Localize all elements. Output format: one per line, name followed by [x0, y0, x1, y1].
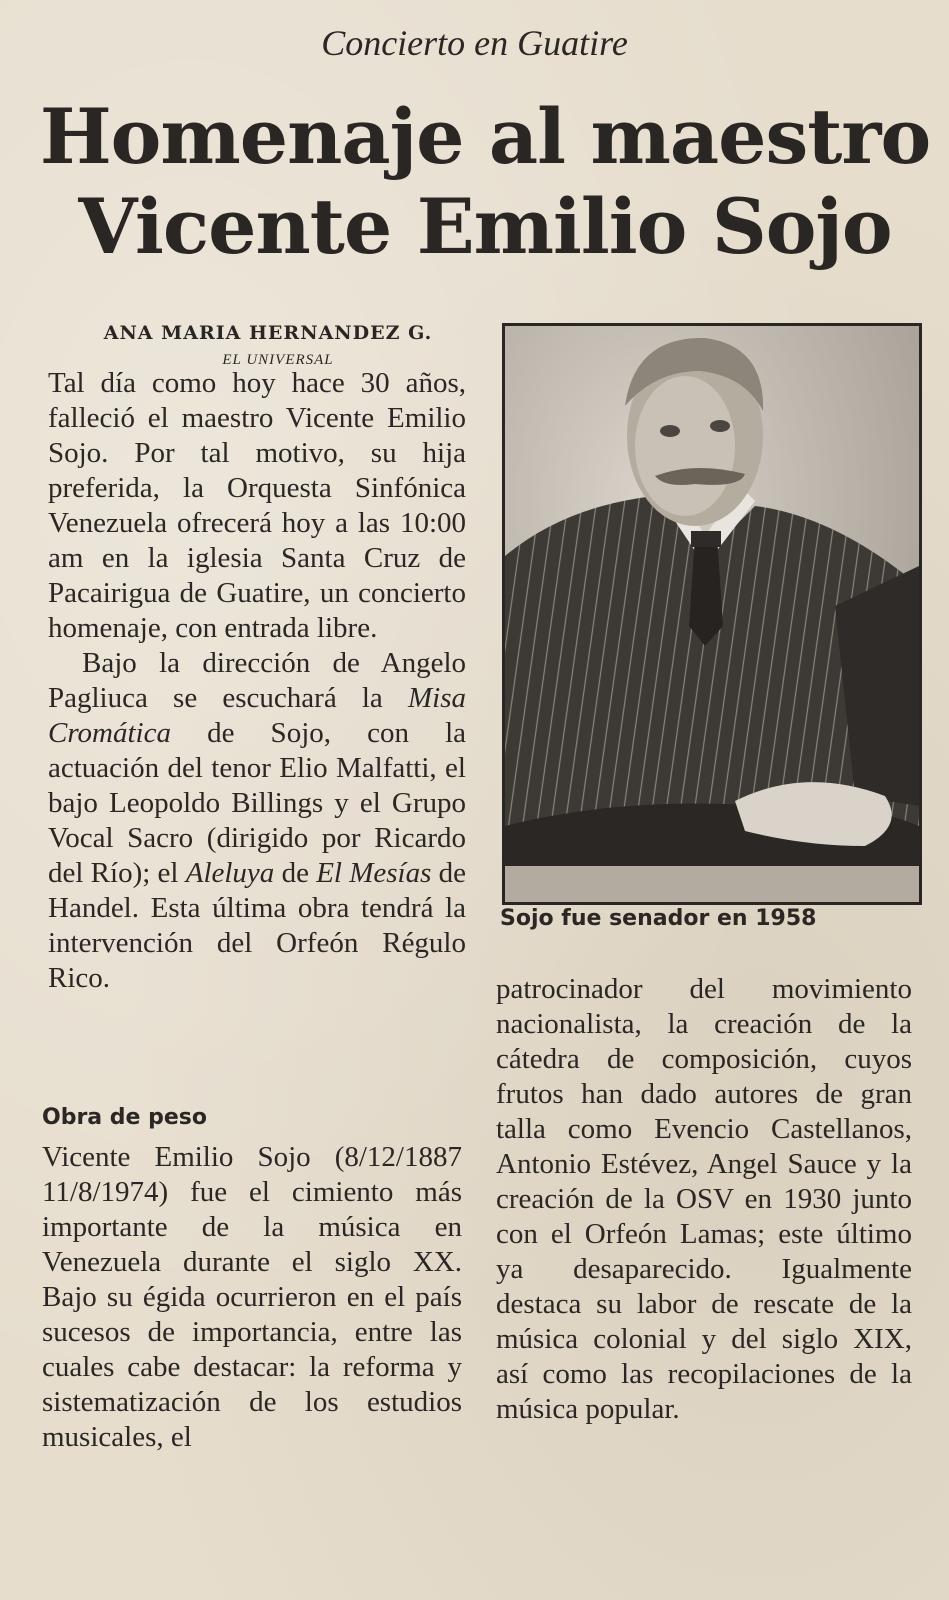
paragraph-intro: Tal día como hoy hace 30 años, falleció el maestro Vicente Emilio Sojo. Por tal motivo, su hija preferida, la Orquesta Sinfónica Venezuela ofrecerá hoy a las 10:00 am en la iglesia Santa Cruz de Pacairigua de Guatire, un concierto homenaje, con entrada libre.: [48, 367, 466, 644]
portrait-image: [505, 326, 919, 902]
section-subhead: Obra de peso: [42, 1105, 208, 1130]
portrait-photo: [502, 323, 922, 905]
text-run: Bajo la dirección de Angelo Pagliuca se escuchará la: [48, 647, 466, 714]
text-run: de Sojo, con la actuación del tenor Elio Malfatti, el bajo Leopoldo Billings y el Grupo Vocal Sacro (dirigido por Ricardo del Río); el: [48, 717, 466, 889]
paragraph-biography-continued: patrocinador del movimiento nacionalista, la creación de la cátedra de composición, cuyos frutos han dado autores de gran talla como Evencio Castellanos, Antonio Estévez, Angel Sauce y la creación de la OSV en 1930 junto con el Orfeón Lamas; este último ya desaparecido. Igualmente destaca su labor de rescate de la música colonial y del siglo XIX, así como las recopilaciones de la música popular.: [496, 973, 912, 1425]
work-title-misa: Misa Cromática: [48, 682, 466, 749]
text-run: de Handel. Esta última obra tendrá la intervención del Orfeón Régulo Rico.: [48, 857, 466, 994]
author-byline: ANA MARIA HERNANDEZ G.: [103, 322, 433, 344]
headline-line-2: Vicente Emilio Sojo: [78, 182, 892, 271]
article-column-right: [496, 972, 912, 1427]
text-run: de: [274, 857, 317, 889]
publication-source: EL UNIVERSAL: [222, 352, 334, 368]
article-column-left-bottom: [42, 1140, 462, 1455]
article-column-left-top: [48, 366, 466, 996]
paragraph-biography: Vicente Emilio Sojo (8/12/1887 11/8/1974) fue el cimiento más importante de la música en Venezuela durante el siglo XX. Bajo su égida ocurrieron en el país sucesos de importancia, entre las cuales cabe destacar: la reforma y sistematización de los estudios musicales, el: [42, 1141, 462, 1453]
work-title-mesias: El Mesías: [316, 857, 432, 889]
photo-caption: Sojo fue senador en 1958: [500, 906, 817, 931]
article-headline: [0, 92, 949, 272]
article-kicker: Concierto en Guatire: [321, 23, 628, 63]
headline-line-1: Homenaje al maestro: [39, 92, 931, 181]
work-title-aleluya: Aleluya: [185, 857, 275, 889]
paragraph-concert-details: [48, 646, 466, 996]
